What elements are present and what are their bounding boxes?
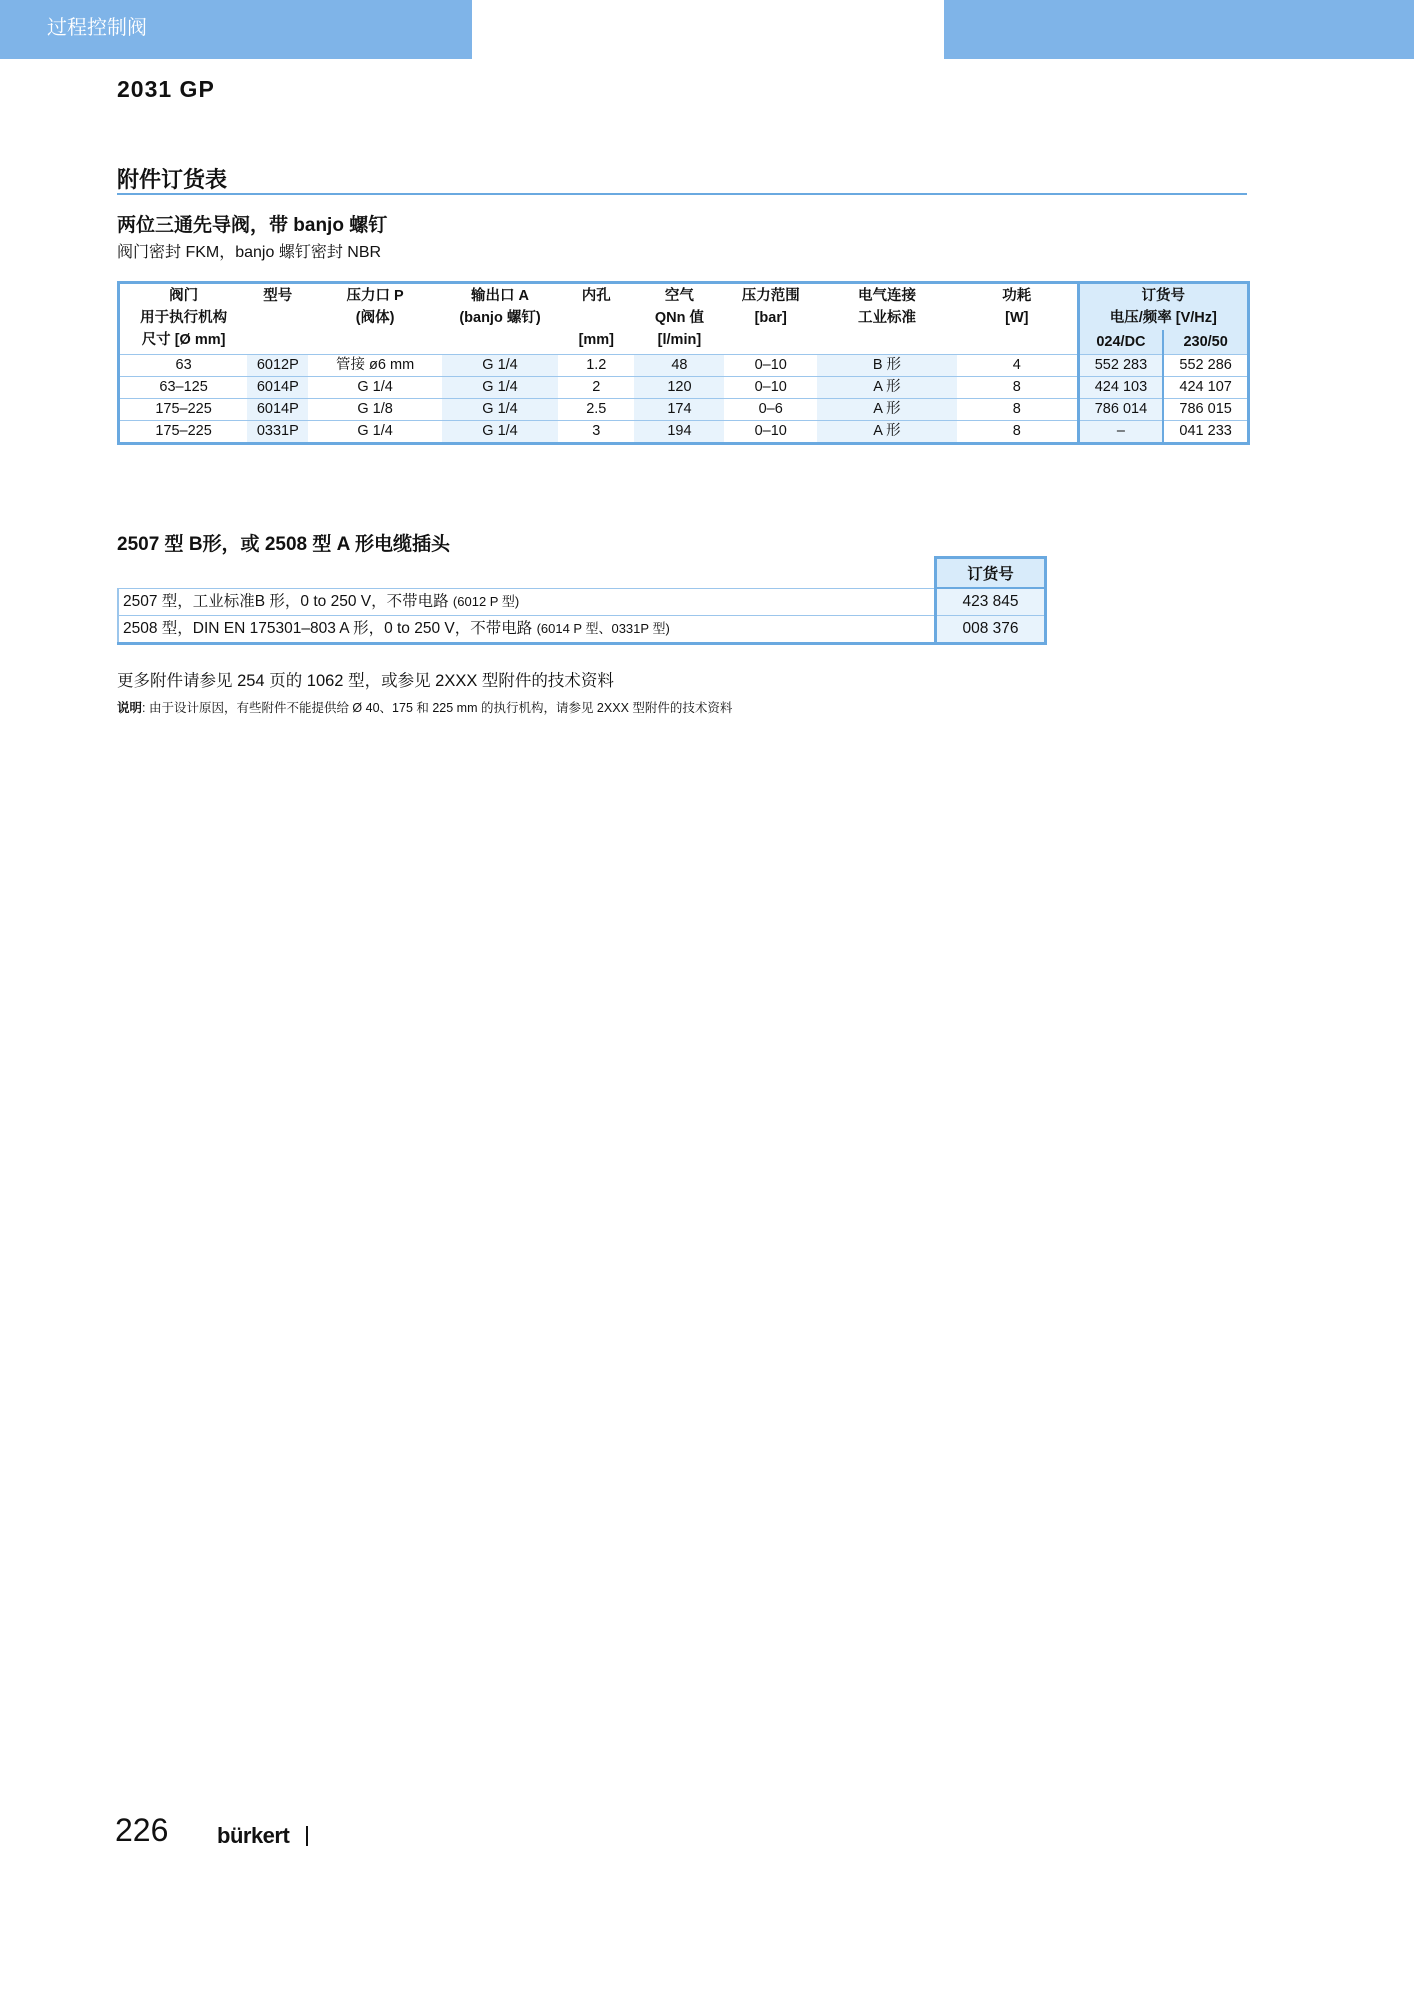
logo-divider [306,1826,308,1846]
table1-subtitle: 两位三通先导阀，带 banjo 螺钉 [117,215,388,236]
col-electrical: 电气连接 工业标准 [817,283,957,355]
col-air-flow: 空气 QNn 值 [l/min] [634,283,724,355]
col-power: 功耗 [W] [957,283,1078,355]
section-title: 附件订货表 [117,167,228,192]
col-port-p: 压力口 P (阀体) [308,283,441,355]
col-type: 型号 [247,283,308,355]
table-row: 175–225 6014P G 1/8 G 1/4 2.5 174 0–6 A 形 8 786 014 786 015 [119,399,1249,421]
header-category: 过程控制阀 [47,17,147,39]
cable-plug-table [117,556,1047,645]
col-order-number: 订货号 电压/频率 [V/Hz] [1078,283,1248,331]
more-accessories-text: 更多附件请参见 254 页的 1062 型，或参见 2XXX 型附件的技术资料 [117,672,614,690]
col-order-dc: 024/DC [1078,330,1163,355]
design-note: 说明: 由于设计原因，有些附件不能提供给 Ø 40、175 和 225 mm 的执行机构，请参见 2XXX 型附件的技术资料 [117,701,733,715]
brand-logo: bürkert [217,1823,290,1848]
pilot-valve-table [117,281,1250,445]
table2-subtitle: 2507 型 B形，或 2508 型 A 形电缆插头 [117,534,450,555]
table1-note: 阀门密封 FKM，banjo 螺钉密封 NBR [117,244,382,261]
table-row: 175–225 0331P G 1/4 G 1/4 3 194 0–10 A 形 8 – 041 233 [119,421,1249,444]
header-band-right [944,0,1414,59]
col-valve-size: 阀门 用于执行机构 尺寸 [Ø mm] [119,283,248,355]
table-row: 2508 型，DIN EN 175301–803 A 形，0 to 250 V，不带电路 (6014 P 型、0331P 型) 008 376 [118,616,1046,644]
page-number: 226 [115,1812,169,1848]
col-order-ac: 230/50 [1163,330,1248,355]
product-model: 2031 GP [117,76,215,102]
table-row: 2507 型，工业标准B 形，0 to 250 V，不带电路 (6012 P 型) 423 845 [118,588,1046,616]
section-divider [117,193,1247,195]
col-port-a: 输出口 A (banjo 螺钉) [442,283,558,355]
table-row: 63–125 6014P G 1/4 G 1/4 2 120 0–10 A 形 8 424 103 424 107 [119,377,1249,399]
table-row: 63 6012P 管接 ø6 mm G 1/4 1.2 48 0–10 B 形 4 552 283 552 286 [119,355,1249,377]
col-order-number: 订货号 [936,558,1046,589]
col-pressure-range: 压力范围 [bar] [724,283,816,355]
col-orifice: 内孔 [mm] [558,283,634,355]
